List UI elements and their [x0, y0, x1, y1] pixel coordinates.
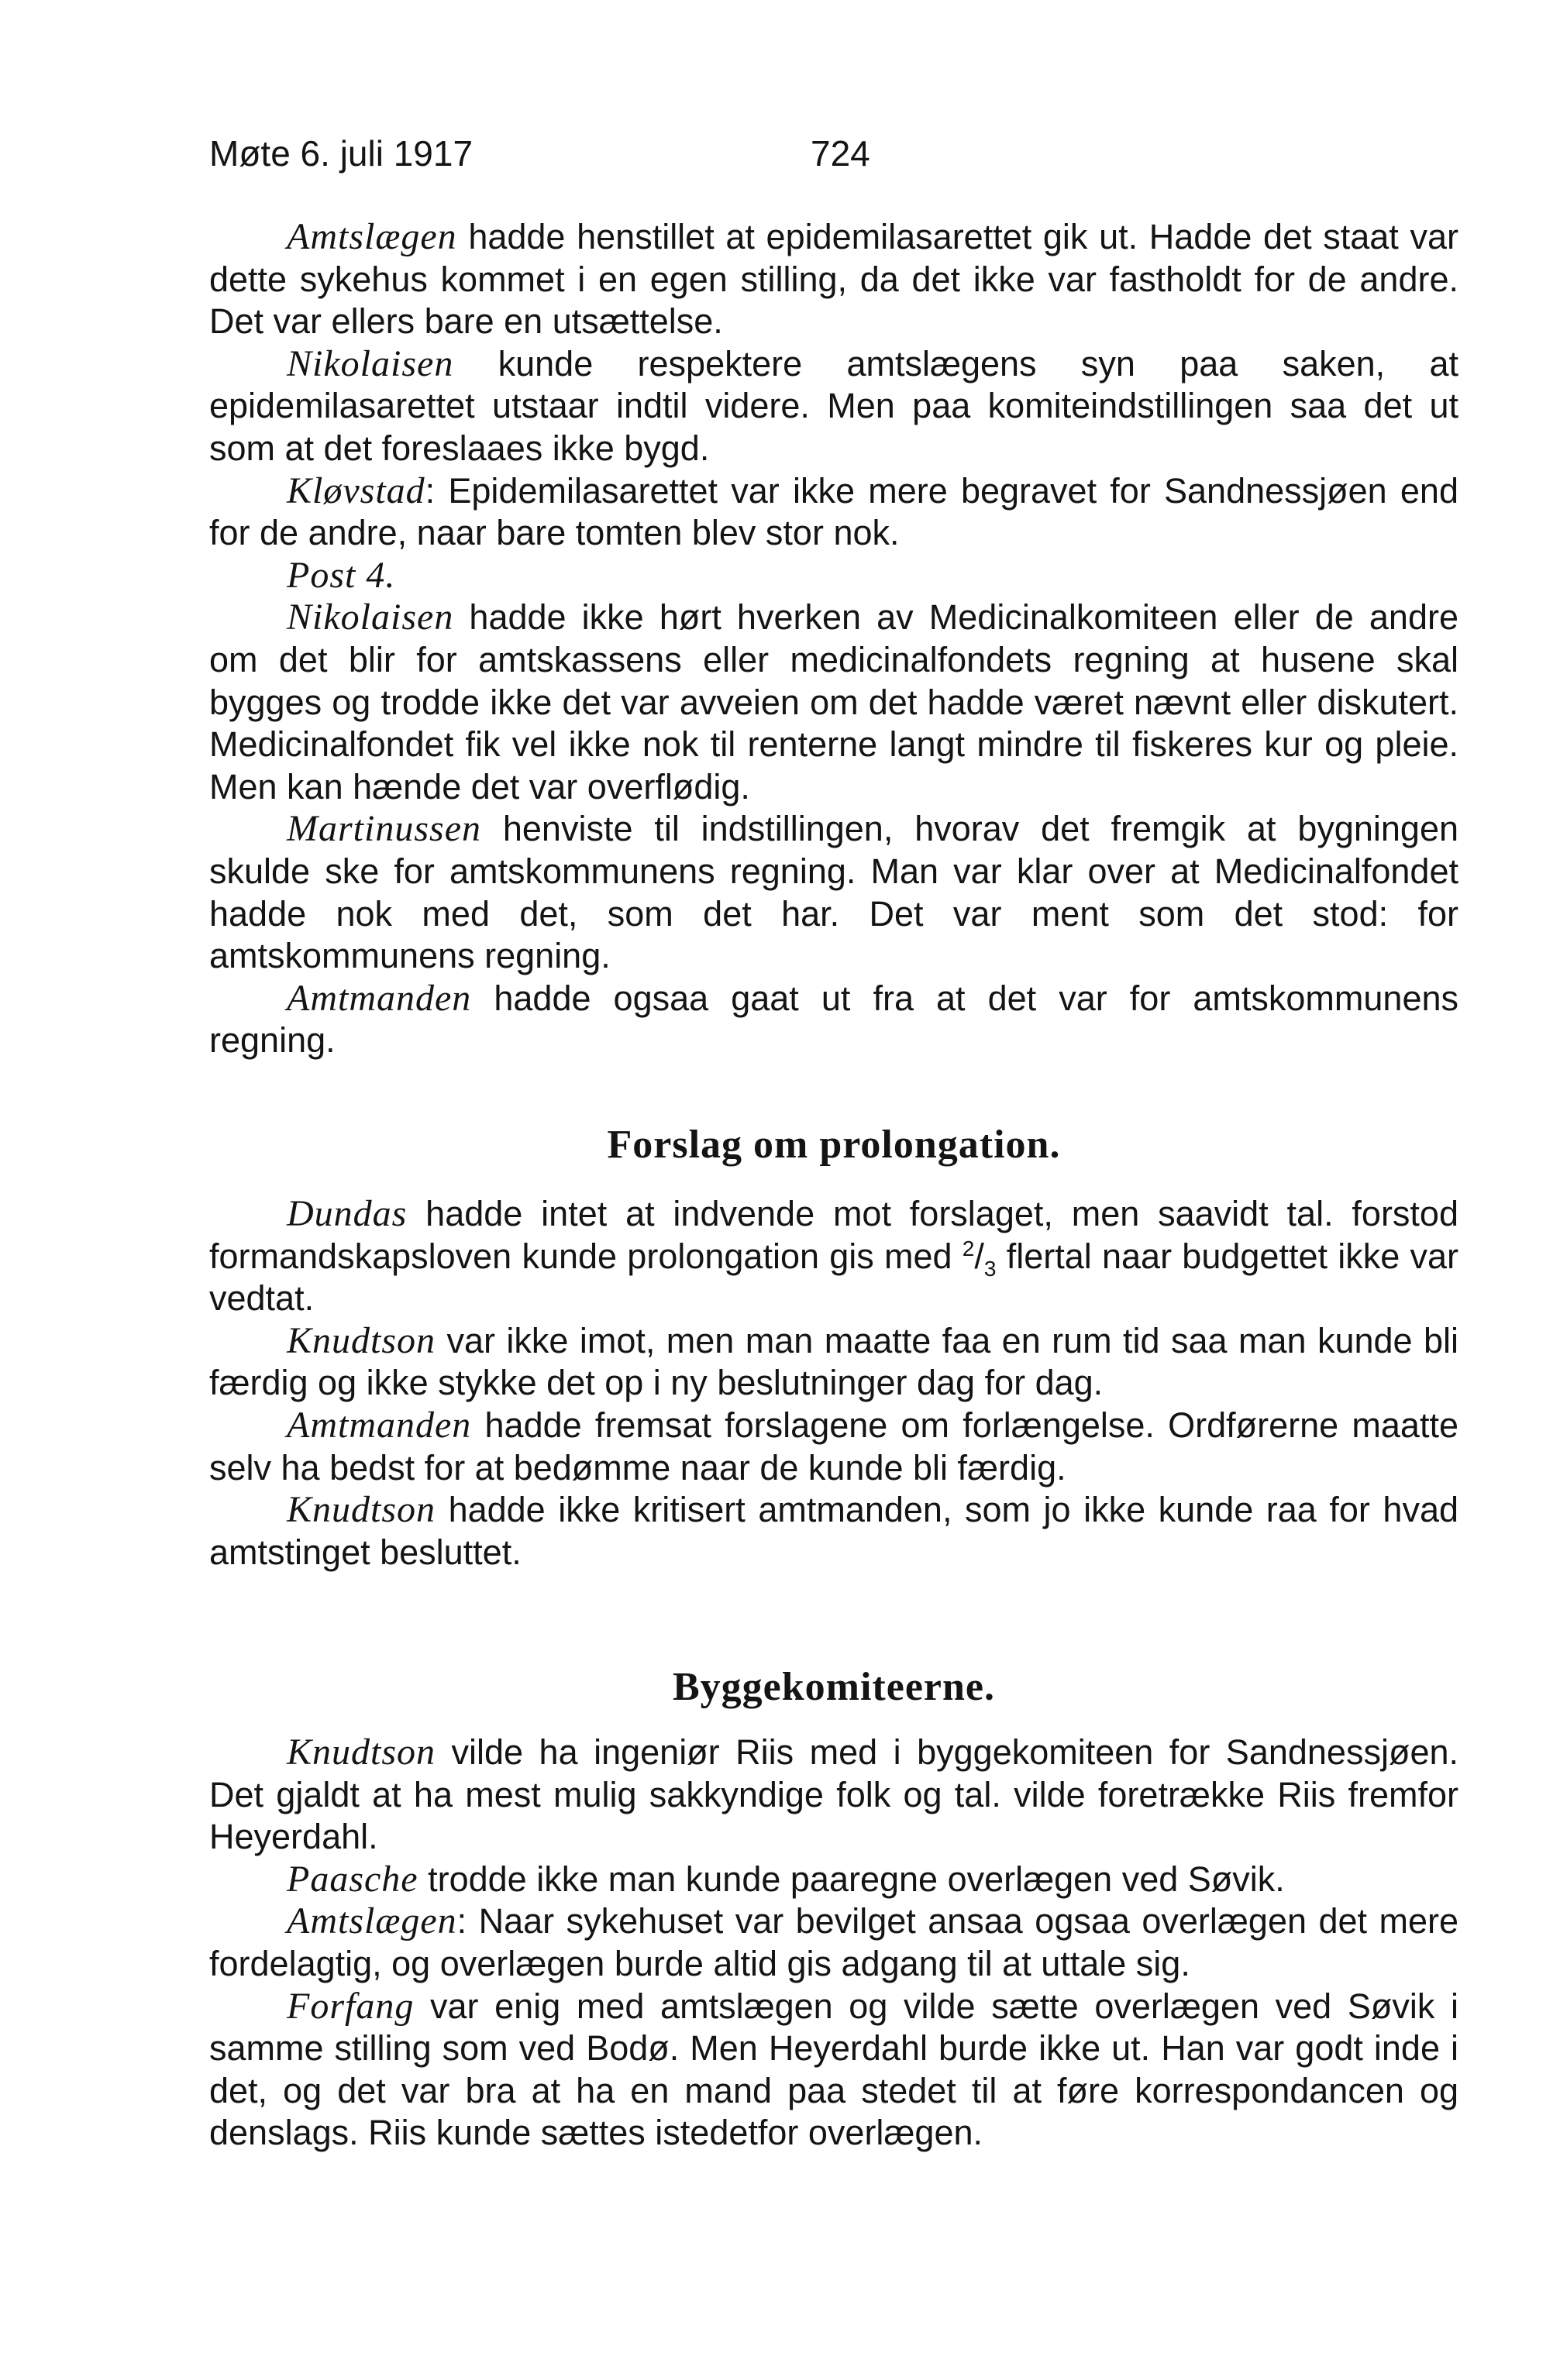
paragraph-text: flertal naar budgettet ikke var vedtat.	[209, 1236, 1458, 1319]
section-proceedings	[209, 216, 1458, 1062]
paragraph	[209, 1489, 1458, 1573]
paragraph	[209, 978, 1458, 1062]
paragraph	[209, 1859, 1458, 1901]
paragraph	[209, 1986, 1458, 2155]
speaker-name: Forfang	[287, 1985, 415, 2027]
page-number: 724	[811, 133, 870, 174]
speaker-name: Knudtson	[287, 1319, 436, 1361]
paragraph	[209, 1320, 1458, 1405]
speaker-name: Knudtson	[287, 1732, 436, 1773]
speaker-name: Dundas	[287, 1193, 408, 1234]
paragraph	[209, 470, 1458, 555]
speaker-name: Kløvstad	[287, 469, 425, 511]
paragraph-text: vilde ha ingeniør Riis med i byggekomiteen for Sandnessjøen. Det gjaldt at ha mest mulig sakkyndige folk og tal. vilde foretrække Riis fremfor Heyerdahl.	[209, 1732, 1458, 1857]
paragraph-text: hadde intet at indvende mot forslaget, men saavidt tal. forstod formandskapsloven kunde prolongation gis med	[209, 1194, 1458, 1276]
section-prolongation	[209, 1193, 1458, 1573]
paragraph-text: var enig med amtslægen og vilde sætte overlægen ved Søvik i samme stilling som ved Bodø. Men Heyerdahl burde ikke ut. Han var godt inde i det, og det var bra at ha en mand paa stedet til at føre korrespondancen og denslags. Riis kunde sættes istedetfor overlægen.	[209, 1986, 1458, 2153]
paragraph	[209, 555, 1458, 597]
speaker-name: Amtmanden	[287, 977, 472, 1019]
fraction-numerator: 2	[962, 1236, 975, 1261]
paragraph-text: : Epidemilasarettet var ikke mere begravet for Sandnessjøen end for de andre, naar bare tomten blev stor nok.	[209, 470, 1458, 553]
paragraph	[209, 1900, 1458, 1985]
section-building-committees	[209, 1732, 1458, 2155]
paragraph	[209, 343, 1458, 470]
paragraph	[209, 597, 1458, 808]
speaker-name: Amtslægen	[287, 1900, 457, 1942]
paragraph-text: hadde ikke hørt hverken av Medicinalkomiteen eller de andre om det blir for amtskassens eller medicinalfondets regning at husene skal bygges og trodde ikke det var avveien om det hadde været nævnt eller diskutert. Medicinalfondet fik vel ikke nok til renterne langt mindre til fiskeres kur og pleie. Men kan hænde det var overflødig.	[209, 597, 1458, 807]
paragraph-text: kunde respektere amtslægens syn paa saken, at epidemilasarettet utstaar indtil videre. Men paa komiteindstillingen saa det ut som at det foreslaaes ikke bygd.	[209, 343, 1458, 468]
paragraph-text: henviste til indstillingen, hvorav det fremgik at bygningen skulde ske for amtskommunens regning. Man var klar over at Medicinalfondet hadde nok med det, som det har. Det var ment som det stod: for amtskommunens regning.	[209, 809, 1458, 976]
paragraph	[209, 1405, 1458, 1489]
paragraph-text: hadde ikke kritisert amtmanden, som jo ikke kunde raa for hvad amtstinget besluttet.	[209, 1490, 1458, 1572]
paragraph-text: var ikke imot, men man maatte faa en rum tid saa man kunde bli færdig og ikke stykke det op i ny beslutninger dag for dag.	[209, 1320, 1458, 1403]
paragraph	[209, 1732, 1458, 1859]
post-label: Post 4.	[287, 554, 396, 596]
fraction-denominator: 3	[983, 1256, 997, 1281]
paragraph	[209, 216, 1458, 343]
meeting-date: Møte 6. juli 1917	[209, 133, 474, 174]
speaker-name: Nikolaisen	[287, 342, 454, 384]
paragraph	[209, 808, 1458, 977]
section-heading-building-committees: Byggekomiteerne.	[672, 1665, 995, 1709]
paragraph-text: : Naar sykehuset var bevilget ansaa ogsaa overlægen det mere fordelagtig, og overlægen burde altid gis adgang til at uttale sig.	[209, 1901, 1458, 1983]
section-heading-prolongation: Forslag om prolongation.	[607, 1123, 1061, 1167]
paragraph: Dundas hadde intet at indvende mot forslaget, men saavidt tal. forstod formandskapsloven kunde prolongation gis med $^2/_3$ flertal naar budgettet ikke var vedtat.	[209, 1193, 1458, 1319]
paragraph-text: hadde henstillet at epidemilasarettet gik ut. Hadde det staat var dette sykehus kommet i en egen stilling, da det ikke var fastholdt for de andre. Det var ellers bare en utsættelse.	[209, 217, 1458, 342]
speaker-name: Amtslægen	[287, 216, 457, 257]
page-header	[209, 130, 1465, 177]
speaker-name: Amtmanden	[287, 1404, 472, 1446]
speaker-name: Knudtson	[287, 1489, 436, 1531]
paragraph-text: hadde ogsaa gaat ut fra at det var for amtskommunens regning.	[209, 978, 1458, 1061]
speaker-name: Martinussen	[287, 808, 481, 850]
paragraph-text: hadde fremsat forslagene om forlængelse. Ordførerne maatte selv ha bedst for at bedømme naar de kunde bli færdig.	[209, 1405, 1458, 1488]
paragraph-text: trodde ikke man kunde paaregne overlægen ved Søvik.	[418, 1859, 1285, 1899]
speaker-name: Nikolaisen	[287, 597, 454, 638]
speaker-name: Paasche	[287, 1858, 418, 1900]
